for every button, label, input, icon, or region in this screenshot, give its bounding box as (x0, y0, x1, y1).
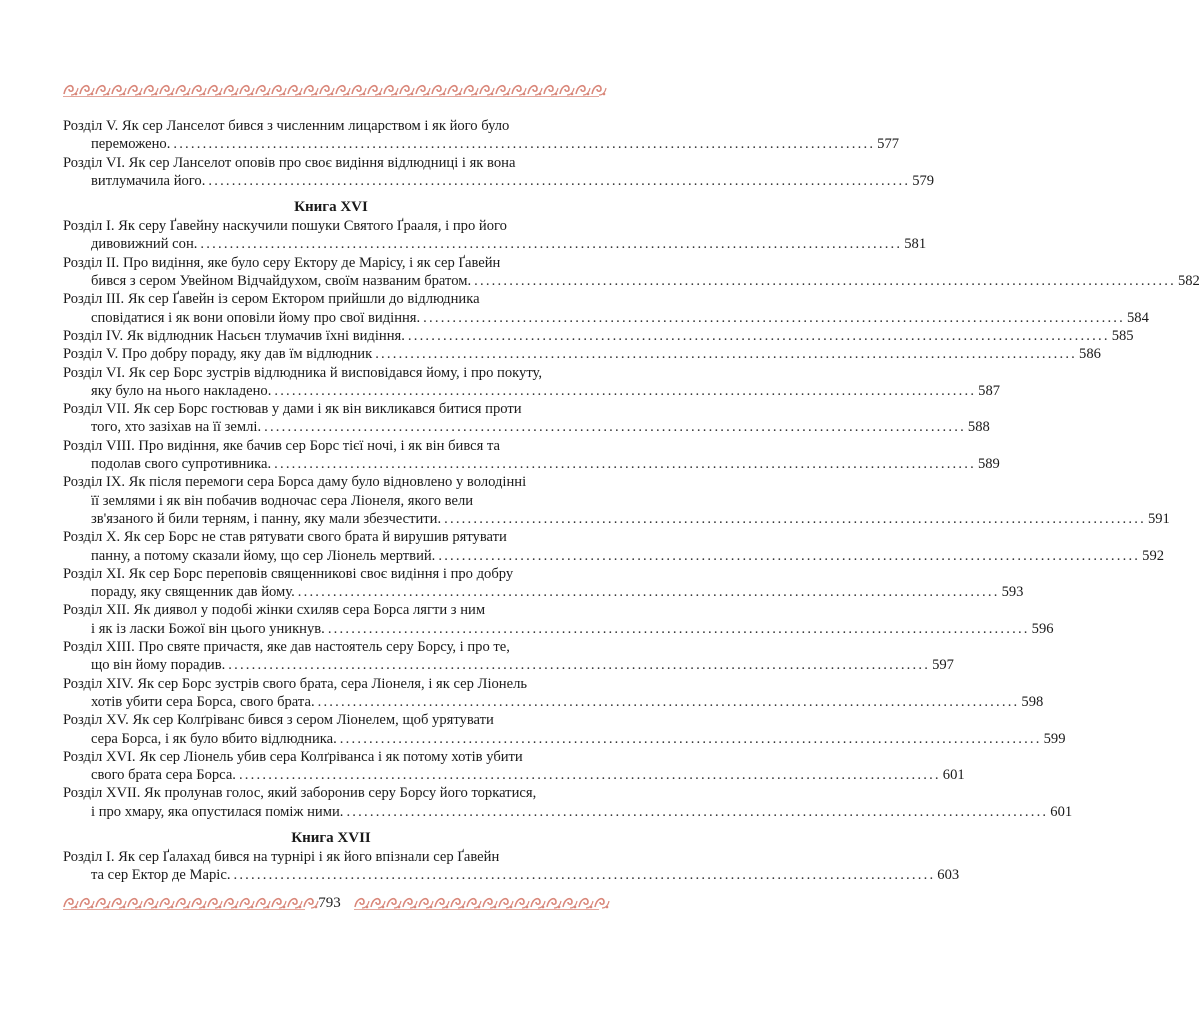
dot-leader: ........................................................................................................................ (438, 547, 1141, 564)
toc-entry[interactable] (63, 117, 900, 154)
ornament-motif (240, 86, 254, 96)
dot-leader: ........................................................................................................................ (407, 327, 1110, 344)
ornament-motif (128, 86, 142, 96)
toc-entry-text: панну, а потому сказали йому, що сер Ліонель мертвий. (91, 547, 436, 564)
ornament-motif (176, 86, 190, 96)
toc-entry-last-line (63, 135, 900, 153)
toc-entry-last-line (63, 345, 1101, 363)
ornament-motif (448, 86, 462, 96)
ornament-motif (451, 899, 465, 909)
ornament-motif (128, 899, 142, 909)
ornament-motif (400, 86, 414, 96)
toc-entry-last-line (63, 693, 1044, 711)
toc-entry-text: Розділ XII. Як диявол у подобі жінки схиляв сера Борса лягти з ним (63, 602, 486, 619)
ornament-motif (563, 899, 577, 909)
toc-entry-text: Розділ XIII. Про святе причастя, яке дав настоятель серу Борсу, і про те, (63, 639, 510, 656)
toc-entry-text: витлумачила його. (91, 172, 206, 189)
ornamental-border-bottom-left (63, 895, 305, 911)
ornament-motif (499, 899, 513, 909)
toc-entry[interactable] (63, 638, 954, 675)
ornament-motif (576, 86, 590, 96)
toc-entry-text: Розділ XVI. Як сер Ліонель убив сера Колґріванса і як потому хотів убити (63, 748, 523, 765)
ornament-motif (579, 899, 593, 909)
toc-entry-last-line (63, 620, 1054, 638)
dot-leader: ........................................................................................................................ (274, 456, 976, 473)
toc-entry-page-number: 586 (1079, 346, 1101, 363)
toc-entry[interactable] (63, 601, 1054, 638)
toc-entry-text: того, хто зазіхав на її землі. (91, 419, 262, 436)
ornament-motif (368, 86, 382, 96)
toc-entry-last-line (63, 309, 1149, 327)
ornament-motif (419, 899, 433, 909)
toc-entry-text: подолав свого супротивника. (91, 456, 272, 473)
toc-entry-page-number: 585 (1111, 327, 1134, 344)
toc-entry[interactable] (63, 473, 1170, 528)
toc-entry-last-line (63, 172, 935, 190)
ornament-motif (176, 899, 190, 909)
dot-leader: ........................................................................................................................ (173, 136, 876, 153)
toc-entry-last-line (63, 866, 960, 884)
toc-entry[interactable] (63, 254, 1200, 291)
ornament-motif (208, 86, 222, 96)
toc-entry-last-line (63, 418, 990, 436)
toc-entry-page-number: 579 (912, 172, 935, 189)
toc-entry[interactable] (63, 345, 1101, 363)
toc-entry-text: сповідатися і як вони оповіли йому про свої видіння. (91, 309, 421, 326)
toc-entry-page-number: 577 (877, 136, 900, 153)
ornament-motif (64, 86, 78, 96)
toc-entry-text: і про хмару, яка опустилася поміж ними. (91, 803, 344, 820)
ornament-motif (336, 86, 350, 96)
ornament-motif (160, 86, 174, 96)
toc-entry-text: Розділ VII. Як сер Борс гостював у дами і як він викликався битися проти (63, 401, 522, 418)
ornament-motif (80, 86, 94, 96)
toc-entry-text: пораду, яку священник дав йому. (91, 584, 295, 601)
toc-entry-last-line (63, 766, 965, 784)
dot-leader: ........................................................................................................................ (233, 867, 936, 884)
toc-entry-text: Розділ XV. Як сер Колґріванс бився з сером Ліонелем, щоб урятувати (63, 712, 494, 729)
ornament-motif (416, 86, 430, 96)
toc-entry[interactable] (63, 675, 1044, 712)
ornament-motif (80, 899, 94, 909)
toc-entry-text: Розділ VIII. Про видіння, яке бачив сер Борс тієї ночі, і як він бився та (63, 437, 501, 454)
ornament-motif (288, 899, 302, 909)
toc-entry[interactable] (63, 437, 1000, 474)
toc-entry-last-line (63, 803, 1073, 821)
dot-leader: ........................................................................................................................ (444, 510, 1146, 527)
dot-leader: ........................................................................................................................ (228, 657, 931, 674)
ornament-motif (528, 86, 542, 96)
ornament-motif (160, 899, 174, 909)
toc-entry-page-number: 596 (1031, 620, 1054, 637)
toc-entry-last-line (63, 583, 1024, 601)
ornament-motif (224, 86, 238, 96)
ornament-motif (355, 899, 369, 909)
toc-entry[interactable] (63, 784, 1073, 821)
ornament-motif (544, 86, 558, 96)
toc-entry-page-number: 582 (1177, 273, 1200, 290)
ornament-motif (387, 899, 401, 909)
book-heading: Книга XVII (291, 829, 371, 846)
page-number: 793 (318, 895, 341, 911)
toc-entry-page-number: 588 (967, 419, 990, 436)
toc-entry-text: Розділ VI. Як сер Борс зустрів відлюдника й висповідався йому, і про покуту, (63, 364, 542, 381)
dot-leader: ........................................................................................................................ (264, 419, 966, 436)
ornament-motif (240, 899, 254, 909)
toc-entry-last-line (63, 656, 954, 674)
toc-entry-page-number: 601 (1050, 803, 1073, 820)
dot-leader: ........................................................................................................................ (274, 382, 977, 399)
toc-entry-text: свого брата сера Борса. (91, 767, 236, 784)
toc-entry-page-number: 603 (937, 867, 960, 884)
toc-entry-page-number: 584 (1126, 309, 1149, 326)
toc-entry-text: Розділ XVII. Як пролунав голос, який заборонив серу Борсу його торкатися, (63, 785, 537, 802)
toc-entry-last-line (63, 272, 1200, 290)
toc-entry-page-number: 589 (977, 456, 1000, 473)
toc-entry-text: Розділ V. Як сер Ланселот бився з численним лицарством і як його було (63, 118, 510, 134)
dot-leader: ........................................................................................................................ (200, 236, 903, 253)
toc-entry-text: що він йому порадив. (91, 657, 226, 674)
ornamental-border-bottom-right (354, 895, 599, 911)
toc-entry-text: і як із ласки Божої він цього уникнув. (91, 620, 325, 637)
toc-entry-page-number: 598 (1021, 693, 1044, 710)
dot-leader: ........................................................................................................................ (474, 273, 1176, 290)
ornament-motif (224, 899, 238, 909)
ornament-motif (304, 86, 318, 96)
toc-entry-page-number: 599 (1043, 730, 1066, 747)
ornament-motif (531, 899, 545, 909)
toc-entry[interactable] (63, 327, 1134, 345)
toc-entry-text: її землями і як він побачив водночас сера Ліонеля, якого вели (91, 492, 474, 509)
toc-entry-text: яку було на нього накладено. (91, 382, 272, 399)
ornament-motif (112, 899, 126, 909)
toc-entry-last-line (63, 327, 1134, 345)
ornamental-border-top (63, 82, 599, 98)
ornament-motif (352, 86, 366, 96)
ornament-motif (96, 86, 110, 96)
toc-entry-text: Розділ I. Як сер Ґалахад бився на турнірі і як його впізнали сер Ґавейн (63, 848, 500, 865)
toc-entry-last-line (63, 235, 927, 253)
ornament-motif (320, 86, 334, 96)
toc-entry-last-line (63, 510, 1170, 528)
dot-leader: ........................................................................................................................ (339, 730, 1042, 747)
ornament-motif (483, 899, 497, 909)
toc-entry-text: дивовижний сон. (91, 236, 198, 253)
dot-leader: ........................................................................................................................ (423, 309, 1125, 326)
toc-entry-page-number: 601 (942, 767, 965, 784)
toc-entry-text: Розділ IX. Як після перемоги сера Борса даму було відновлено у володінні (63, 474, 527, 491)
ornament-motif (208, 899, 222, 909)
ornament-motif (96, 899, 110, 909)
dot-leader: ........................................................................................................................ (327, 620, 1030, 637)
ornament-motif (515, 899, 529, 909)
ornament-motif (144, 899, 158, 909)
dot-leader: ........................................................................................................................ (317, 693, 1020, 710)
ornament-motif (435, 899, 449, 909)
ornament-motif (547, 899, 561, 909)
toc-entry-last-line (63, 730, 1066, 748)
toc-entry[interactable] (63, 565, 1024, 602)
ornament-motif (112, 86, 126, 96)
ornament-motif (480, 86, 494, 96)
toc-entry-text: зв'язаного й били терням, і панну, яку мали збезчестити. (91, 510, 442, 527)
toc-entry[interactable] (63, 154, 935, 191)
dot-leader: ........................................................................................................................ (297, 584, 1000, 601)
toc-entry-page-number: 593 (1001, 584, 1024, 601)
ornament-motif (560, 86, 574, 96)
toc-entry[interactable] (63, 364, 1001, 401)
section-spacer (63, 821, 599, 829)
toc-entry-page-number: 581 (904, 236, 927, 253)
ornament-bottom-left-svg (63, 895, 305, 911)
toc-entry[interactable] (63, 528, 1165, 565)
toc-entry-page-number: 592 (1142, 547, 1165, 564)
ornament-motif (464, 86, 478, 96)
toc-entry-page-number: 587 (978, 382, 1001, 399)
section-spacer (63, 190, 599, 198)
ornament-motif (512, 86, 526, 96)
ornament-top-svg (63, 82, 599, 98)
toc-entry[interactable] (63, 217, 927, 254)
toc-entry-last-line (63, 547, 1165, 565)
toc-entry-page-number: 591 (1147, 510, 1170, 527)
ornament-bottom-right-svg (354, 895, 599, 911)
ornament-motif (256, 86, 270, 96)
toc-entry-text: Розділ VI. Як сер Ланселот оповів про своє видіння відлюдниці і як вона (63, 154, 516, 171)
book-heading: Книга XVI (294, 199, 368, 216)
toc-entry-text: сера Борса, і як було вбито відлюдника. (91, 730, 337, 747)
toc-entry[interactable] (63, 848, 960, 885)
ornament-motif (192, 899, 206, 909)
ornament-motif (256, 899, 270, 909)
toc-entry-text: Розділ X. Як сер Борс не став рятувати свого брата й вирушив рятувати (63, 529, 507, 546)
toc-entry-text: Розділ XI. Як сер Борс переповів священникові своє видіння і про добру (63, 565, 514, 582)
ornament-motif (595, 899, 609, 909)
toc-entry-text: хотів убити сера Борса, свого брата. (91, 693, 315, 710)
dot-leader: ........................................................................................................................ (346, 803, 1049, 820)
toc-entry[interactable] (63, 290, 1149, 327)
toc-entry-text: Розділ V. Про добру пораду, яку дав їм відлюдник (63, 346, 373, 363)
toc-entry-page-number: 597 (932, 657, 954, 674)
toc-entry-text: та сер Ектор де Маріс. (91, 867, 231, 884)
toc-entry[interactable] (63, 711, 1066, 748)
dot-leader: ........................................................................................................................ (208, 172, 911, 189)
ornament-motif (403, 899, 417, 909)
toc-entry-last-line (63, 382, 1001, 400)
ornament-motif (592, 86, 606, 96)
toc-entry-text: Розділ XIV. Як сер Борс зустрів свого брата, сера Ліонеля, і як сер Ліонель (63, 675, 528, 692)
dot-leader: ........................................................................................................................ (238, 767, 941, 784)
ornament-motif (371, 899, 385, 909)
toc-entry-text: Розділ III. Як сер Ґавейн із сером Ектором прийшли до відлюдника (63, 291, 480, 308)
toc-entry-last-line (63, 455, 1000, 473)
toc-entry-text: Розділ II. Про видіння, яке було серу Ектору де Марісу, і як сер Ґавейн (63, 254, 501, 271)
toc-entry-text: Розділ IV. Як відлюдник Насьєн тлумачив їхні видіння. (63, 327, 405, 344)
ornament-motif (432, 86, 446, 96)
ornament-motif (64, 899, 78, 909)
ornament-motif (467, 899, 481, 909)
toc-entry-text: бився з сером Увейном Відчайдухом, своїм названим братом. (91, 273, 472, 290)
ornament-motif (272, 899, 286, 909)
dot-leader: ........................................................................................................................ (375, 346, 1078, 363)
table-of-contents (63, 117, 1200, 885)
ornament-motif (496, 86, 510, 96)
ornament-motif (384, 86, 398, 96)
toc-entry[interactable] (63, 748, 965, 785)
ornament-motif (144, 86, 158, 96)
toc-entry[interactable] (63, 400, 990, 437)
ornament-motif (272, 86, 286, 96)
toc-entry-text: Розділ I. Як серу Ґавейну наскучили пошуки Святого Ґрааля, і про його (63, 218, 507, 235)
ornament-motif (288, 86, 302, 96)
toc-entry-text: переможено. (91, 136, 171, 153)
ornament-motif (192, 86, 206, 96)
